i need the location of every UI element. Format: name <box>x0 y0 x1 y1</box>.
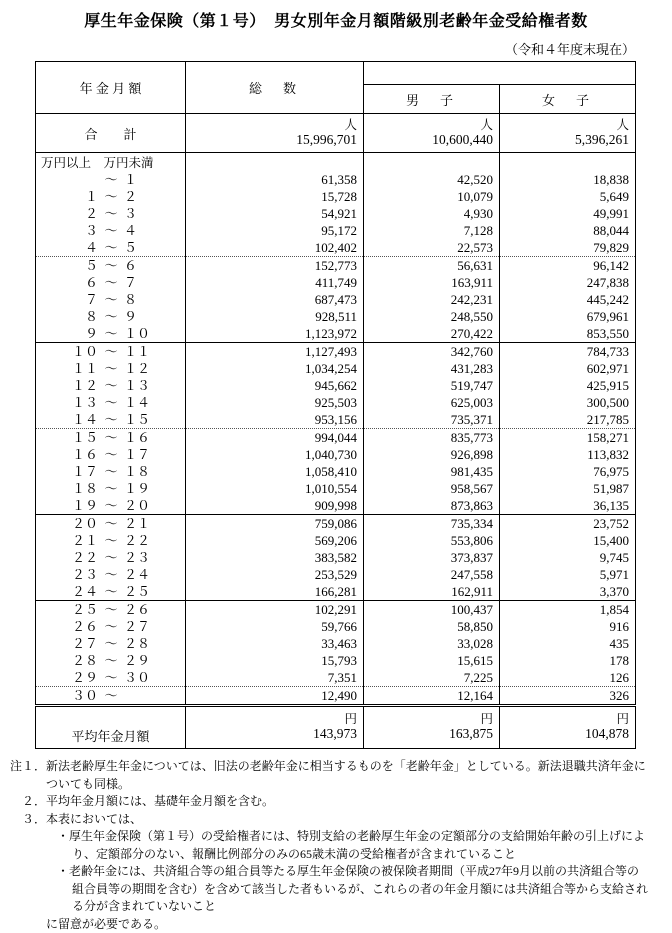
table-row <box>36 549 636 566</box>
male-cell: 7,225 <box>364 669 500 687</box>
male-cell: 42,520 <box>364 171 500 188</box>
female-cell: 36,135 <box>500 497 636 515</box>
unit-yen: 円 <box>500 711 635 726</box>
range-cell: １６ ～ １７ <box>36 446 186 463</box>
range-cell: ２８ ～ ２９ <box>36 652 186 669</box>
table-row <box>36 188 636 205</box>
page-title: 厚生年金保険（第１号） 男女別年金月額階級別老齢年金受給権者数 <box>0 8 672 31</box>
female-cell: 76,975 <box>500 463 636 480</box>
male-cell: 625,003 <box>364 394 500 411</box>
male-cell: 10,079 <box>364 188 500 205</box>
male-cell: 926,898 <box>364 446 500 463</box>
footnote-line: 注１．新法老齢厚生年金については、旧法の老齢年金に相当するものを「老齢年金」としている。新法退職共済年金に <box>10 758 668 776</box>
footnote-line: ついても同様。 <box>10 776 668 794</box>
total-female-cell: 人 5,396,261 <box>500 114 636 153</box>
total-cell: 102,291 <box>186 601 364 619</box>
total-cell: 1,040,730 <box>186 446 364 463</box>
range-cell: ５ ～ ６ <box>36 257 186 275</box>
total-cell: 7,351 <box>186 669 364 687</box>
male-cell: 835,773 <box>364 429 500 447</box>
total-cell: 953,156 <box>186 411 364 429</box>
female-cell: 88,044 <box>500 222 636 239</box>
male-cell: 7,128 <box>364 222 500 239</box>
female-cell: 300,500 <box>500 394 636 411</box>
female-cell: 1,854 <box>500 601 636 619</box>
female-cell: 326 <box>500 687 636 706</box>
total-cell: 33,463 <box>186 635 364 652</box>
total-cell: 59,766 <box>186 618 364 635</box>
table-row <box>36 532 636 549</box>
male-cell: 981,435 <box>364 463 500 480</box>
total-cell: 253,529 <box>186 566 364 583</box>
table-row <box>36 618 636 635</box>
table-row <box>36 291 636 308</box>
range-cell: ３ ～ ４ <box>36 222 186 239</box>
table-row <box>36 222 636 239</box>
range-cell: ２２ ～ ２３ <box>36 549 186 566</box>
male-cell: 12,164 <box>364 687 500 706</box>
header-pension-monthly: 年 金 月 額 <box>36 62 186 114</box>
male-cell: 58,850 <box>364 618 500 635</box>
female-cell: 51,987 <box>500 480 636 497</box>
total-cell: 569,206 <box>186 532 364 549</box>
table-body <box>36 153 636 706</box>
total-total-cell: 人 15,996,701 <box>186 114 364 153</box>
pension-table <box>35 61 636 749</box>
range-cell: １２ ～ １３ <box>36 377 186 394</box>
range-cell: ２ ～ ３ <box>36 205 186 222</box>
female-cell: 158,271 <box>500 429 636 447</box>
male-cell: 33,028 <box>364 635 500 652</box>
table-row <box>36 566 636 583</box>
female-cell: 49,991 <box>500 205 636 222</box>
total-cell: 15,793 <box>186 652 364 669</box>
total-cell: 1,123,972 <box>186 325 364 343</box>
table-row <box>36 343 636 361</box>
table-row <box>36 325 636 343</box>
range-cell: ６ ～ ７ <box>36 274 186 291</box>
table-header <box>36 62 636 114</box>
male-cell: 270,422 <box>364 325 500 343</box>
footnote-line: り、定額部分のない、報酬比例部分のみの65歳未満の受給権者が含まれていること <box>10 846 668 864</box>
male-cell: 247,558 <box>364 566 500 583</box>
female-cell: 853,550 <box>500 325 636 343</box>
table-row <box>36 635 636 652</box>
range-cell: １７ ～ １８ <box>36 463 186 480</box>
range-cell: ４ ～ ５ <box>36 239 186 257</box>
range-cell: １４ ～ １５ <box>36 411 186 429</box>
female-cell: 126 <box>500 669 636 687</box>
range-cell: ２３ ～ ２４ <box>36 566 186 583</box>
female-cell: 602,971 <box>500 360 636 377</box>
range-cell: ２４ ～ ２５ <box>36 583 186 601</box>
female-cell: 425,915 <box>500 377 636 394</box>
table-row <box>36 205 636 222</box>
header-male: 男 子 <box>364 85 500 114</box>
total-cell: 759,086 <box>186 515 364 533</box>
total-cell: 95,172 <box>186 222 364 239</box>
female-cell: 916 <box>500 618 636 635</box>
average-female-cell: 円 104,878 <box>500 706 636 749</box>
range-cell: ２１ ～ ２２ <box>36 532 186 549</box>
table-row <box>36 669 636 687</box>
footnotes <box>10 758 668 933</box>
table-row <box>36 652 636 669</box>
male-cell: 163,911 <box>364 274 500 291</box>
female-cell: 217,785 <box>500 411 636 429</box>
range-cell: １ ～ ２ <box>36 188 186 205</box>
range-cell: ２５ ～ ２６ <box>36 601 186 619</box>
male-cell: 958,567 <box>364 480 500 497</box>
male-cell: 15,615 <box>364 652 500 669</box>
table-row <box>36 480 636 497</box>
female-cell: 5,971 <box>500 566 636 583</box>
table-row <box>36 497 636 515</box>
header-gap-cell <box>364 62 636 85</box>
average-row-label: 平均年金月額 <box>36 706 186 749</box>
total-cell: 383,582 <box>186 549 364 566</box>
female-cell: 178 <box>500 652 636 669</box>
female-cell: 23,752 <box>500 515 636 533</box>
footnote-line: ・老齢年金には、共済組合等の組合員等たる厚生年金保険の被保険者期間（平成27年9月以前の共済組合等の <box>10 863 668 881</box>
total-cell: 15,728 <box>186 188 364 205</box>
male-cell: 735,371 <box>364 411 500 429</box>
average-total-cell: 円 143,973 <box>186 706 364 749</box>
total-row <box>36 114 636 153</box>
range-cell: ３０ ～ <box>36 687 186 706</box>
range-cell: １１ ～ １２ <box>36 360 186 377</box>
average-row <box>36 706 636 749</box>
female-cell: 96,142 <box>500 257 636 275</box>
female-cell: 113,832 <box>500 446 636 463</box>
total-cell: 1,127,493 <box>186 343 364 361</box>
total-cell: 945,662 <box>186 377 364 394</box>
range-cell: ２７ ～ ２８ <box>36 635 186 652</box>
unit-yen: 円 <box>364 711 499 726</box>
unit-people: 人 <box>364 117 499 132</box>
male-cell: 873,863 <box>364 497 500 515</box>
female-cell: 18,838 <box>500 171 636 188</box>
table-row <box>36 308 636 325</box>
total-cell: 54,921 <box>186 205 364 222</box>
total-cell: 152,773 <box>186 257 364 275</box>
total-row-label: 合 計 <box>36 114 186 153</box>
total-cell: 687,473 <box>186 291 364 308</box>
total-cell: 411,749 <box>186 274 364 291</box>
range-header-row <box>36 153 636 172</box>
female-cell: 679,961 <box>500 308 636 325</box>
total-cell: 925,503 <box>186 394 364 411</box>
range-cell: １８ ～ １９ <box>36 480 186 497</box>
total-cell: 1,034,254 <box>186 360 364 377</box>
male-cell: 519,747 <box>364 377 500 394</box>
footnote-line: ・厚生年金保険（第１号）の受給権者には、特別支給の老齢厚生年金の定額部分の支給開始年齢の引上げによ <box>10 828 668 846</box>
total-cell: 166,281 <box>186 583 364 601</box>
total-cell: 12,490 <box>186 687 364 706</box>
table-row <box>36 257 636 275</box>
total-cell: 909,998 <box>186 497 364 515</box>
header-female: 女 子 <box>500 85 636 114</box>
female-cell: 784,733 <box>500 343 636 361</box>
table-row <box>36 463 636 480</box>
range-header-label: 万円以上 万円未満 <box>36 153 186 172</box>
unit-yen: 円 <box>186 711 363 726</box>
male-cell: 22,573 <box>364 239 500 257</box>
range-cell: １０ ～ １１ <box>36 343 186 361</box>
total-cell: 1,010,554 <box>186 480 364 497</box>
table-row <box>36 394 636 411</box>
male-cell: 100,437 <box>364 601 500 619</box>
table-row <box>36 446 636 463</box>
total-male-cell: 人 10,600,440 <box>364 114 500 153</box>
male-cell: 735,334 <box>364 515 500 533</box>
total-cell: 61,358 <box>186 171 364 188</box>
female-cell: 445,242 <box>500 291 636 308</box>
footnote-line: る分が含まれていないこと <box>10 898 668 916</box>
male-cell: 162,911 <box>364 583 500 601</box>
subtitle-date: （令和４年度末現在） <box>35 39 635 58</box>
total-cell: 1,058,410 <box>186 463 364 480</box>
table-row <box>36 601 636 619</box>
table-row <box>36 411 636 429</box>
female-cell: 15,400 <box>500 532 636 549</box>
range-cell: ２６ ～ ２７ <box>36 618 186 635</box>
range-cell: ２０ ～ ２１ <box>36 515 186 533</box>
female-cell: 79,829 <box>500 239 636 257</box>
range-cell: １５ ～ １６ <box>36 429 186 447</box>
female-cell: 247,838 <box>500 274 636 291</box>
female-cell: 9,745 <box>500 549 636 566</box>
header-total: 総 数 <box>186 62 364 114</box>
unit-people: 人 <box>186 117 363 132</box>
male-cell: 242,231 <box>364 291 500 308</box>
male-cell: 4,930 <box>364 205 500 222</box>
average-male-cell: 円 163,875 <box>364 706 500 749</box>
unit-people: 人 <box>500 117 635 132</box>
male-cell: 342,760 <box>364 343 500 361</box>
table-row <box>36 515 636 533</box>
table-row <box>36 360 636 377</box>
table-row <box>36 274 636 291</box>
male-cell: 373,837 <box>364 549 500 566</box>
total-cell: 994,044 <box>186 429 364 447</box>
range-cell: ～ １ <box>36 171 186 188</box>
table-row <box>36 171 636 188</box>
footnote-line: 組合員等の期間を含む）を含めて該当した者もいるが、これらの者の年金月額には共済組合等から支給され <box>10 881 668 899</box>
table-row <box>36 239 636 257</box>
table-row <box>36 687 636 706</box>
female-cell: 3,370 <box>500 583 636 601</box>
range-cell: １３ ～ １４ <box>36 394 186 411</box>
range-cell: ２９ ～ ３０ <box>36 669 186 687</box>
footnote-line: ２．平均年金月額には、基礎年金月額を含む。 <box>10 793 668 811</box>
total-cell: 928,511 <box>186 308 364 325</box>
female-cell: 435 <box>500 635 636 652</box>
table-row <box>36 377 636 394</box>
table-row <box>36 429 636 447</box>
footnote-line: に留意が必要である。 <box>10 916 668 933</box>
range-cell: ９ ～ １０ <box>36 325 186 343</box>
table-row <box>36 583 636 601</box>
range-cell: ７ ～ ８ <box>36 291 186 308</box>
total-cell: 102,402 <box>186 239 364 257</box>
male-cell: 248,550 <box>364 308 500 325</box>
range-cell: １９ ～ ２０ <box>36 497 186 515</box>
footnote-line: ３．本表においては、 <box>10 811 668 829</box>
range-cell: ８ ～ ９ <box>36 308 186 325</box>
male-cell: 553,806 <box>364 532 500 549</box>
male-cell: 431,283 <box>364 360 500 377</box>
female-cell: 5,649 <box>500 188 636 205</box>
male-cell: 56,631 <box>364 257 500 275</box>
